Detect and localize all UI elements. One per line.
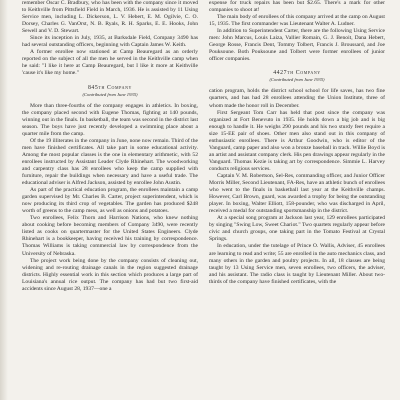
- paragraph: Since its inception in July, 1935, at Barksdale Field, Company 3490 has had several outstanding officers, beginning with Captain James W. Keith.: [22, 35, 198, 49]
- paragraph: More than three-fourths of the company engages in athletics. In boxing, the company placed second with Eugene Thomas, fighting at 140 pounds, winning out in the finals. In basketball, the team was second in the district last season. The boys have just recently developed a swimming place about a quarter mile from the camp.: [22, 102, 198, 137]
- right-column: [209, 0, 385, 286]
- section-subheading: (Contributed from June 1935): [269, 77, 325, 83]
- paragraph: Two enrollees, Felix Thorn and Harrison Nations, who knew nothing about cooking before becoming members of Company 3490, were recently listed as cooks on quartermaster for the United States Engineers. Clyde Rhinehart is a bookkeeper, having received his training by correspondence. Thomas Williams is taking commercial law by correspondence from the University of Nebraska.: [22, 215, 198, 257]
- paragraph: As part of the practical education program, the enrollees maintain a camp garden supervised by Mr. Charles B. Carter, project superintendent, which is now producing its third crop of vegetables. The garden has produced $248 worth of greens to the camp mess, as well as onions and potatoes.: [22, 187, 198, 215]
- left-column: [22, 0, 198, 293]
- page-gutter-shadow: [0, 0, 8, 400]
- paragraph: cation program, holds the district school school for life saves, has two fine quarters, and has had 28 enrollees attending the Union Institute, three of whom made the honor roll in December.: [209, 88, 385, 109]
- paragraph: At a special song program at Jackson last year, 129 enrollees participated by singing "Swing Low, Sweet Chariot." Two quartets regularly appear before civic and church groups, one taking part in the Tomato Festival at Crystal Springs.: [209, 215, 385, 243]
- paragraph: A former enrollee now stationed at Camp Beauregard as an orderly reported on the subject of all the men he served in the Keithville camp when he said: "I like it here at Camp Beauregard, but I like it more at Keithville 'cause it's like my home.": [22, 49, 198, 77]
- section-heading: 4427th Company: [273, 70, 321, 77]
- paragraph: The project work being done by the company consists of cleaning out, widening and re-routing drainage canals in the region suggested drainage districts. Highly essential work in this section which produces a large part of Louisiana's annual rice output. The company has had but two first-aid accidents since August 28, 1937—one a: [22, 257, 198, 292]
- paragraph: The main body of enrollees of this company arrived at the camp on August 15, 1935. The first commander was Lieutenant Walter A. Ludner.: [209, 14, 385, 28]
- paragraph: In addition to Superintendent Carter, there are the following Using Service men: John Marcus, Louis Laiza, Vallier Romain, G. J. Benoit, Dana Hebert, George Rosse, Francis Dent, Tommy Tolbert, Francis J. Broussard, and Joe Pouksoune. Both Pouksoune and Tolbert were former enrollees of junior officer companies.: [209, 28, 385, 63]
- paragraph: remember Oscar C. Bradbury, who has been with the company since it moved to Keithville from Pittsfield Field in March, 1936. He is assisted by 11 Using Service men, including L. Dickerson, L. V. Hebert, E. M. Ogilvie, C. O. Dorsey, Charles G. VanOrst, N. B. Ryals, R. H. Sparks, E. E. Hooks, John Sewell and V. D. Stewart.: [22, 0, 198, 35]
- section-subheading: (Contributed from June 1935): [82, 91, 138, 97]
- paragraph: Of the 19 illiterates in the company in June, none now remain. Third of the men have finished certificates. All take part in some educational activity. Among the most popular classes is the one in elementary arithmetic, with 52 enrollees instructed by Assistant Leader Clyde Rhinehart. The woodworking and carpentry class has 28 enrollees who keep the camp supplied with furniture, repair the buildings when necessary and have a useful trade. The educational adviser is Alfred Jackson, assisted by enrollee John Austin.: [22, 137, 198, 187]
- section-heading: 845th Company: [87, 84, 133, 91]
- paragraph: First Sergeant Tom Carr has held that post since the company was organized at Fort Benevuto in 1935. He holds down a big job and is big enough to handle it. He weighs 290 pounds and his two sturdy feet require a size 15-EE pair of shoes. Other men also stand out in this company of enthusiastic enrollees. There is Arthur Goodwin, who is editor of the Vanguard, camp paper and also won a bronze baseball in track. Willie Boyd is an artist and assistant company clerk. His pen drawings appear regularly in the Vanguard. Thomas Kezie is taking art by correspondence. Simmie L. Harvey conducts religious services.: [209, 109, 385, 172]
- paragraph: Captain V. M. Robertson, Sel-Res, commanding officer, and Junior Officer Morris Miller, Second Lieutenant, FA-Res, have an athletic bunch of enrollees who went to the finals in basketball last year at the Keithville champs. However, Carl Brown, guard, was awarded a trophy for being the outstanding player. In boxing, Walter Elliott, 158-pounder, who was discharged in April, received a medal for outstanding sportsmanship in the district.: [209, 172, 385, 215]
- paragraph: In education, under the tutelage of Prince O. Wallis, Adviser, 45 enrollees are learning to read and write; 55 are enrolled in the auto mechanics class, and many others in the garden and poultry projects. In all, 18 classes are being taught by 13 Using Service men, seven enrollees, two officers, the adviser, and his assistant. The radio class is taught by Lieutenant Miller. About two-thirds of the company have finished certificates, with the: [209, 243, 385, 285]
- paragraph: expense for truck repairs has been but $2.65. There's a mark for other companies to shoot at!: [209, 0, 385, 14]
